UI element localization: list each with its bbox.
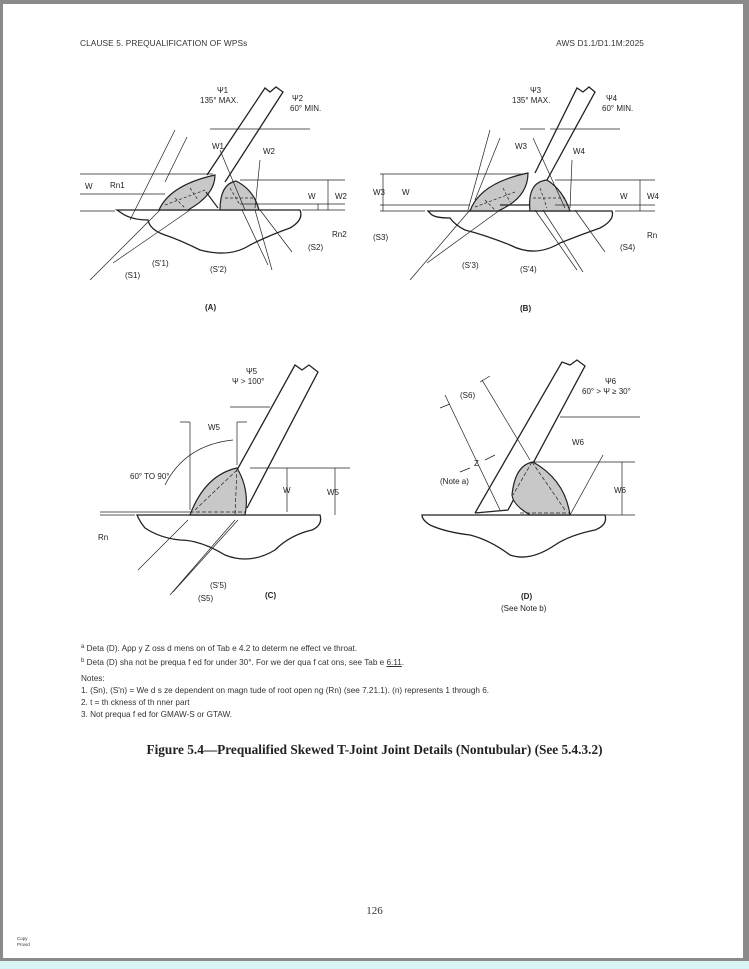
label-w-right: W (620, 192, 628, 201)
label-w2-right: W2 (335, 192, 347, 201)
note-item: 2. t = th ckness of th nner part (81, 698, 190, 707)
label-w2: W2 (263, 147, 275, 156)
label-w4-right: W4 (647, 192, 659, 201)
label-s2p: (S'2) (210, 265, 227, 274)
note-item: 3. Not prequa f ed for GMAW-S or GTAW. (81, 710, 233, 719)
label-w1: W1 (212, 142, 224, 151)
label-s1p: (S'1) (152, 259, 169, 268)
label-w6-right: W6 (614, 486, 626, 495)
label-s6: (S6) (460, 391, 476, 400)
label-rn2: Rn2 (332, 230, 347, 239)
label-s5: (S5) (198, 594, 214, 603)
label-z: Z (474, 459, 479, 468)
label-psi4-limit: 60° MIN. (602, 104, 634, 113)
label-psi4: Ψ4 (606, 94, 618, 103)
label-psi6: Ψ6 (605, 377, 617, 386)
table-link[interactable]: 6.11 (386, 658, 402, 667)
label-w6: W6 (572, 438, 584, 447)
footnote-mark: a (81, 644, 85, 650)
label-s3p: (S'3) (462, 261, 479, 270)
label-rn1: Rn1 (110, 181, 125, 190)
label-psi2-limit: 60° MIN. (290, 104, 322, 113)
label-s1: (S1) (125, 271, 141, 280)
figure-panel-a (70, 80, 360, 320)
watermark-line: Copy (17, 936, 28, 941)
label-note-a: (Note a) (440, 477, 469, 486)
running-header-left: CLAUSE 5. PREQUALIFICATION OF WPSs (80, 38, 248, 48)
label-s4p: (S'4) (520, 265, 537, 274)
label-s2: (S2) (308, 243, 324, 252)
label-psi5: Ψ5 (246, 367, 258, 376)
label-w-left: W (402, 188, 410, 197)
label-s4: (S4) (620, 243, 636, 252)
label-w5-right: W5 (327, 488, 339, 497)
label-psi5-limit: Ψ > 100° (232, 377, 265, 386)
footnote-a (81, 641, 489, 655)
running-header-right: AWS D1.1/D1.1M:2025 (556, 38, 644, 48)
label-psi2: Ψ2 (292, 94, 304, 103)
panel-sublabel-d: (See Note b) (501, 604, 547, 613)
footnote-b (81, 655, 489, 669)
figure-panel-b (365, 80, 665, 320)
page-number: 126 (366, 905, 383, 917)
label-psi6-limit: 60° > Ψ ≥ 30° (582, 387, 631, 396)
footnote-mark: b (81, 658, 85, 664)
footnote-text: Deta (D) sha not be prequa f ed for under 30°. For we der qua f cat ons, see Tab e (86, 658, 387, 667)
panel-label-c: (C) (265, 591, 277, 600)
label-w5-top: W5 (208, 423, 220, 432)
label-rn: Rn (647, 231, 658, 240)
label-s5p: (S'5) (210, 581, 227, 590)
label-s3: (S3) (373, 233, 389, 242)
watermark (17, 936, 30, 948)
label-w: W (85, 182, 93, 191)
watermark-line: Provid (17, 942, 30, 947)
footnote-tail: . (401, 658, 405, 667)
label-psi3-limit: 135° MAX. (512, 96, 551, 105)
footnote-text: Deta (D). App y Z oss d mens on of Tab e 4.2 to determ ne effect ve throat. (86, 644, 358, 653)
panel-label-b: (B) (520, 304, 532, 313)
label-w4: W4 (573, 147, 585, 156)
panel-label-a: (A) (205, 303, 217, 312)
label-psi1: Ψ1 (217, 86, 229, 95)
figure-panel-c (90, 360, 390, 610)
figure-caption: Figure 5.4—Prequalified Skewed T-Joint Joint Details (Nontubular) (See 5.4.3.2) (146, 742, 603, 757)
label-w-right: W (308, 192, 316, 201)
label-rn: Rn (98, 533, 109, 542)
note-item: 1. (Sn), (S'n) = We d s ze dependent on magn tude of root open ng (Rn) (see 7.21.1). (n) represents 1 through 6. (81, 686, 490, 695)
label-w3: W3 (515, 142, 527, 151)
label-w3-left: W3 (373, 188, 385, 197)
label-psi1-limit: 135° MAX. (200, 96, 239, 105)
label-psi3: Ψ3 (530, 86, 542, 95)
notes-title: Notes: (81, 674, 105, 683)
label-w: W (283, 486, 291, 495)
figure-notes (81, 641, 489, 721)
figure-panel-d (400, 360, 650, 620)
panel-label-d: (D) (521, 592, 533, 601)
label-angle: 60° TO 90° (130, 472, 170, 481)
